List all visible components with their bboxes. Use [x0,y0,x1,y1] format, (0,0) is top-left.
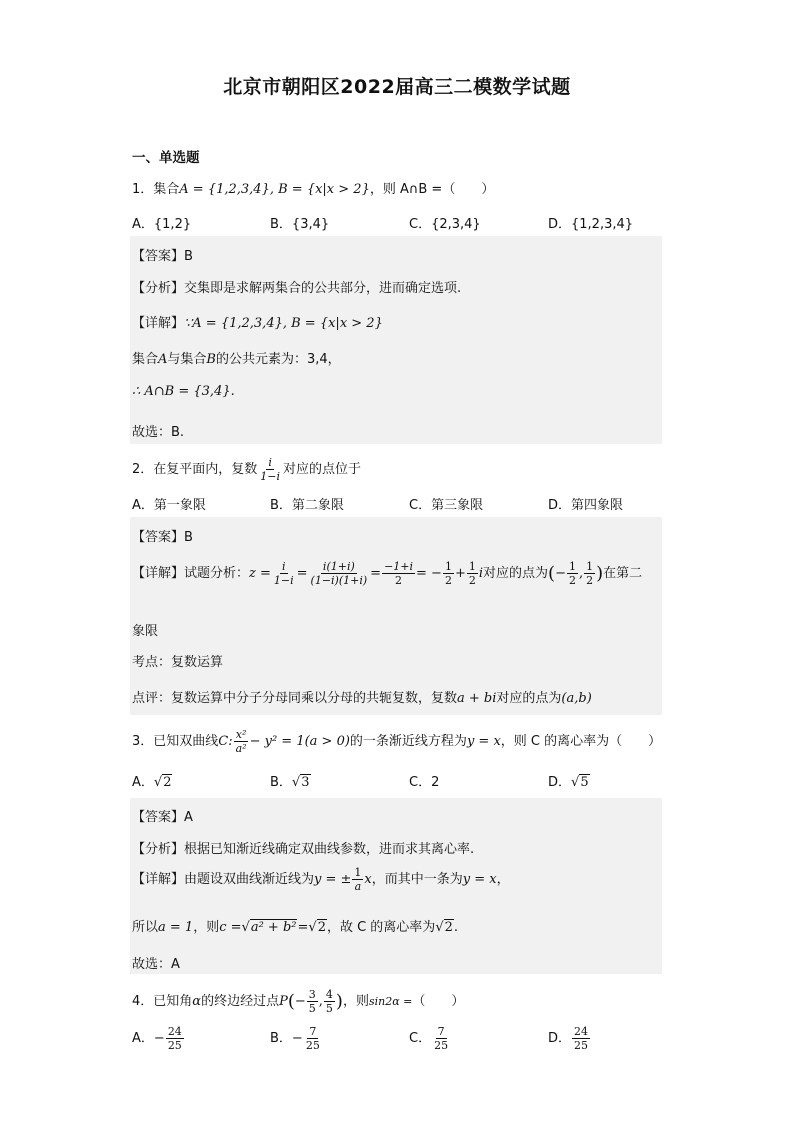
question-4-stem: 4．已知角α的终边经过点P(− $\frac{3}{5}$ , $\frac{4}{5}$ )，则sin2α =（ ） [132,988,465,1015]
question-2-option-b: B．第二象限 [270,498,344,513]
question-1-detail: 【详解】∵A = {1,2,3,4}, B = {x|x > 2} [132,316,383,331]
question-2-stem: 2．在复平面内，复数 $\frac{i}{1-i}$ 对应的点位于 [132,456,362,483]
question-4-option-b: B．− $\frac{7}{25}$ [270,1025,320,1052]
question-1-conclusion: 故选：B. [132,425,185,440]
question-1-detail-line2: 集合A与集合B的公共元素为：3,4， [132,352,341,367]
question-2-detail: 【详解】试题分析：z = $\frac{i}{1-i}$ = $\frac{i(1+i)}{(1-i)(1+i)}$ = $\frac{-1+i}{2}$ = − $\frac{1}{2}$ + $\frac{1}{2}$ i对应的点为(− $\frac{1}{2}$ , $\frac{1}{2}$ )在第二 [132,560,643,587]
question-3-option-a: A．√2 [132,775,172,790]
question-1-stem: 1．集合A = {1,2,3,4}, B = {x|x > 2}，则 A∩B =（ ） [132,182,495,197]
section-heading: 一、单选题 [132,150,200,166]
question-1-detail-line3: ∴ A∩B = {3,4}. [132,384,235,399]
question-1-analysis: 【分析】交集即是求解两集合的公共部分，进而确定选项. [132,281,462,296]
question-2-dianping: 点评：复数运算中分子分母同乘以分母的共轭复数，复数a + bi对应的点为(a,b) [132,691,592,706]
question-2-option-c: C．第三象限 [409,498,484,513]
question-3-stem: 3．已知双曲线C: $\frac{\text{x²}}{\text{a²}}$ − y² = 1(a > 0)的一条渐近线方程为y = x，则 C 的离心率为（ ） [132,728,662,755]
question-1-solution-box [130,236,662,444]
question-3-option-c: C．2 [409,775,440,790]
question-3-conclusion: 故选：A [132,957,180,972]
question-3-detail: 【详解】由题设双曲线渐近线为y = ± $\frac{1}{a}$ x，而其中一条为y = x， [132,866,510,893]
question-2-option-d: D．第四象限 [548,498,624,513]
question-2-solution-box [130,517,662,715]
question-2-option-a: A．第一象限 [132,498,206,513]
question-3-detail-line2: 所以a = 1，则c =√a² + b²=√2，故 C 的离心率为√2. [132,920,459,935]
question-1-answer: 【答案】B [132,249,193,264]
question-3-answer: 【答案】A [132,810,193,825]
question-1-option-d: D．{1,2,3,4} [548,217,634,232]
question-1-option-c: C．{2,3,4} [409,217,481,232]
question-1-option-a: A．{1,2} [132,217,192,232]
question-3-option-d: D．√5 [548,775,589,790]
question-4-option-d: D． $\frac{24}{25}$ [548,1025,589,1052]
question-4-option-c: C． $\frac{7}{25}$ [409,1025,449,1052]
question-2-kaodian: 考点：复数运算 [132,655,224,670]
question-3-analysis: 【分析】根据已知渐近线确定双曲线参数，进而求其离心率. [132,842,475,857]
question-3-option-b: B．√3 [270,775,310,790]
page-title: 北京市朝阳区2022届高三二模数学试题 [223,76,571,98]
question-2-detail-wrap: 象限 [132,624,159,639]
question-2-answer: 【答案】B [132,530,193,545]
question-1-option-b: B．{3,4} [270,217,330,232]
question-4-option-a: A．− $\frac{24}{25}$ [132,1025,182,1052]
